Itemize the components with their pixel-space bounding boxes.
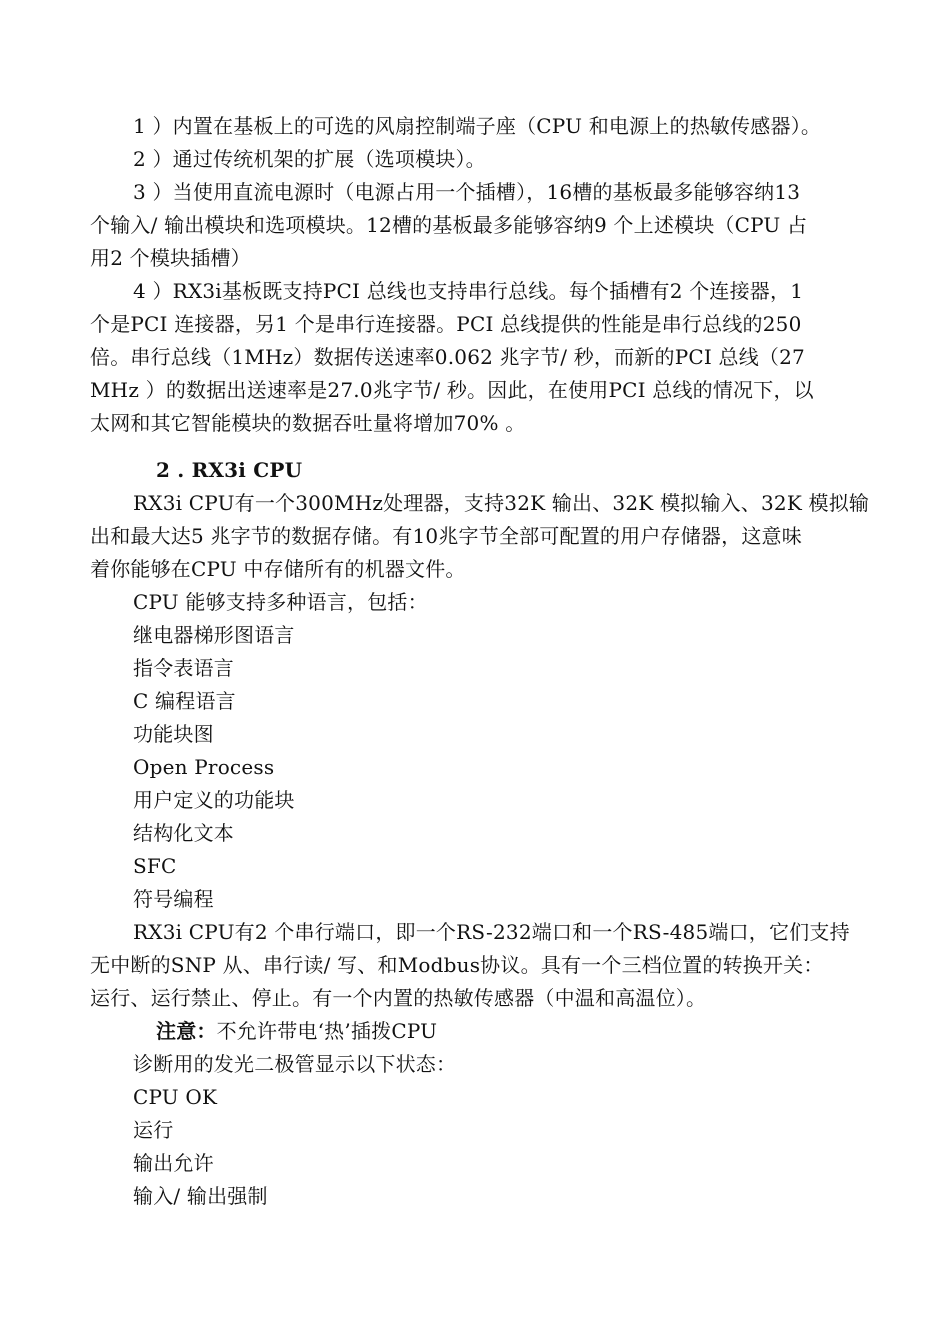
section-gap xyxy=(90,440,870,454)
led-status-item: 运行 xyxy=(133,1118,174,1142)
language-item: 用户定义的功能块 xyxy=(133,788,295,812)
language-item: 功能块图 xyxy=(133,722,214,746)
led-status-item: 输出允许 xyxy=(133,1151,214,1175)
list-item-1: 1 ）内置在基板上的可选的风扇控制端子座（CPU 和电源上的热敏传感器）。 xyxy=(133,114,822,138)
section-heading: 2 . RX3i CPU xyxy=(156,458,303,482)
language-item: SFC xyxy=(133,854,177,878)
language-item: C 编程语言 xyxy=(133,689,236,713)
language-item: 符号编程 xyxy=(133,887,214,911)
cpu-paragraph-line-1: RX3i CPU有一个300MHz处理器，支持32K 输出、32K 模拟输入、32K 模拟输 xyxy=(133,491,870,515)
document-page xyxy=(90,110,870,1213)
language-item: 结构化文本 xyxy=(133,821,234,845)
cpu-paragraph-line-3: 着你能够在CPU 中存储所有的机器文件。 xyxy=(90,557,466,581)
languages-intro: CPU 能够支持多种语言，包括： xyxy=(133,590,428,614)
list-item-4-line-3: 倍。串行总线（1MHz）数据传送速率0.062 兆字节/ 秒，而新的PCI 总线（27 xyxy=(90,345,805,369)
serial-paragraph-line-2: 无中断的SNP 从、串行读/ 写、和Modbus协议。具有一个三档位置的转换开关： xyxy=(90,953,824,977)
led-status-item: CPU OK xyxy=(133,1085,218,1109)
list-item-3-line-2: 个输入/ 输出模块和选项模块。12槽的基板最多能够容纳9 个上述模块（CPU 占 xyxy=(90,213,808,237)
list-item-4-line-1: 4 ）RX3i基板既支持PCI 总线也支持串行总线。每个插槽有2 个连接器，1 xyxy=(133,279,804,303)
list-item-4-line-2: 个是PCI 连接器，另1 个是串行连接器。PCI 总线提供的性能是串行总线的250 xyxy=(90,312,802,336)
serial-paragraph-line-3: 运行、运行禁止、停止。有一个内置的热敏传感器（中温和高温位）。 xyxy=(90,986,707,1010)
language-item: Open Process xyxy=(133,755,275,779)
note-text: 不允许带电‘热’插拨CPU xyxy=(216,1019,438,1043)
language-item: 继电器梯形图语言 xyxy=(133,623,295,647)
led-status-item: 输入/ 输出强制 xyxy=(133,1184,268,1208)
list-item-3-line-3: 用2 个模块插槽） xyxy=(90,246,251,270)
list-item-4-line-5: 太网和其它智能模块的数据吞吐量将增加70% 。 xyxy=(90,411,526,435)
led-intro: 诊断用的发光二极管显示以下状态： xyxy=(133,1052,457,1076)
note-line xyxy=(90,1015,870,1048)
list-item-4-line-4: MHz ）的数据出送速率是27.0兆字节/ 秒。因此，在使用PCI 总线的情况下，以 xyxy=(90,378,814,402)
note-label: 注意： xyxy=(156,1019,217,1043)
serial-paragraph-line-1: RX3i CPU有2 个串行端口，即一个RS-232端口和一个RS-485端口，它们支持 xyxy=(133,920,850,944)
language-item: 指令表语言 xyxy=(133,656,234,680)
list-item-2: 2 ）通过传统机架的扩展（选项模块）。 xyxy=(133,147,486,171)
list-item-3-line-1: 3 ）当使用直流电源时（电源占用一个插槽），16槽的基板最多能够容纳13 xyxy=(133,180,801,204)
cpu-paragraph-line-2: 出和最大达5 兆字节的数据存储。有10兆字节全部可配置的用户存储器，这意味 xyxy=(90,524,802,548)
